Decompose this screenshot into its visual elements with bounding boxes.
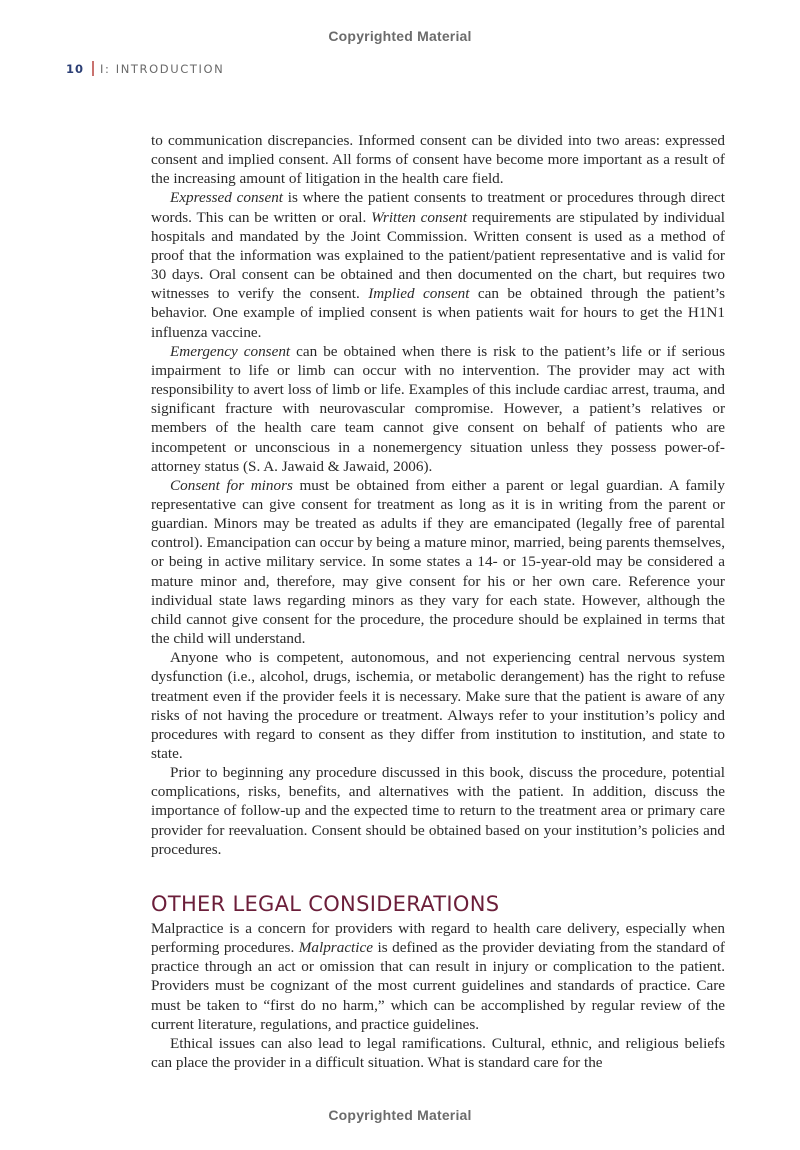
- paragraph-consent-for-minors: [151, 476, 725, 648]
- text-run: Prior to beginning any procedure discussed in this book, discuss the procedure, potential complications, risks, benefits, and alternatives with the patient. In addition, discuss the importance of follow-up and the expected time to return to the treatment area or primary care provider for reevaluation. Consent should be obtained based on your institution’s policies and procedures.: [151, 764, 725, 858]
- italic-term: Expressed consent: [170, 189, 284, 207]
- section-heading: OTHER LEGAL CONSIDERATIONS: [151, 891, 500, 916]
- italic-term: Emergency consent: [170, 342, 291, 360]
- text-run: can be obtained when there is risk to the patient’s life or if serious impairment to life or limb can occur with no intervention. The provider may act with responsibility to avert loss of limb or life. Examples of this include cardiac arrest, trauma, and significant fracture with neurovascular compromise. However, a patient’s relatives or members of the health care team cannot give consent on behalf of patients who are incompetent or unconscious in a nonemergency situation unless they possess power-of-attorney status (S. A. Jawaid & Jawaid, 2006).: [151, 342, 725, 475]
- text-run: Ethical issues can also lead to legal ramifications. Cultural, ethnic, and religious beliefs can place the provider in a difficult situation. What is standard care for the: [151, 1034, 725, 1072]
- copyright-watermark-top: Copyrighted Material: [328, 28, 472, 44]
- paragraph-malpractice: [151, 919, 725, 1034]
- chapter-title: I: INTRODUCTION: [100, 61, 225, 76]
- text-run: to communication discrepancies. Informed consent can be divided into two areas: expressed consent and implied consent. All forms of consent have become more important as a result of the increasing amount of litigation in the health care field.: [151, 132, 725, 188]
- text-run: is defined as the provider deviating from the standard of practice through an act or omission that can result in injury or complication to the patient. Providers must be cognizant of the most current guidelines and standards of practice. Care must be taken to “first do no harm,” which can be accomplished by regular review of the current literature, regulations, and practice guidelines.: [151, 939, 725, 1033]
- header-divider: [92, 61, 94, 76]
- text-run: can be obtained through the patient’s behavior. One example of implied consent is when patients wait for hours to get the H1N1 influenza vaccine.: [151, 285, 725, 341]
- paragraph-right-to-refuse: [151, 648, 725, 763]
- text-run: is where the patient consents to treatment or procedures through direct words. This can be written or oral.: [151, 189, 726, 226]
- italic-term: Implied consent: [368, 285, 470, 303]
- text-run: must be obtained from either a parent or legal guardian. A family representative can give consent for treatment as long as it is in writing from the parent or guardian. Minors may be treated as adults if they are emancipated (legally free of parental control). Emancipation can occur by being a mature minor, married, being parents themselves, or being in active military service. In some states a 14- or 15-year-old may be considered a mature minor and, therefore, may give consent for his or her own care. Reference your individual state laws regarding minors as they vary for each state. However, although the child cannot give consent for the procedure, the procedure should be explained in terms that the child will understand.: [151, 476, 725, 648]
- text-run: Malpractice is a concern for providers with regard to health care delivery, especially when performing procedures.: [151, 919, 725, 957]
- text-run: requirements are stipulated by individual hospitals and mandated by the Joint Commission. Written consent is used as a method of proof that the information was explained to the patient/patient representative and is valid for 30 days. Oral consent can be obtained and then documented on the chart, but requires two witnesses to verify the consent.: [151, 208, 725, 303]
- paragraph: [151, 131, 725, 188]
- italic-term: Consent for minors: [170, 476, 293, 494]
- copyright-watermark-bottom: Copyrighted Material: [328, 1107, 472, 1123]
- running-head: [66, 61, 224, 76]
- italic-term: Written consent: [371, 208, 468, 226]
- paragraph-ethical-issues: [151, 1034, 725, 1072]
- italic-term: Malpractice: [298, 939, 373, 957]
- paragraph-expressed-consent: [151, 188, 725, 341]
- body-text: [151, 131, 725, 1072]
- text-run: Anyone who is competent, autonomous, and not experiencing central nervous system dysfunction (i.e., alcohol, drugs, ischemia, or metabolic derangement) has the right to refuse treatment even if the provider feels it is necessary. Make sure that the patient is aware of any risks of not having the procedure or treatment. Always refer to your institution’s policy and procedures with regard to consent as they differ from institution to institution, and state to state.: [151, 649, 725, 762]
- page-number: 10: [66, 61, 85, 76]
- paragraph-prior-to-procedure: [151, 763, 725, 859]
- paragraph-emergency-consent: [151, 342, 725, 476]
